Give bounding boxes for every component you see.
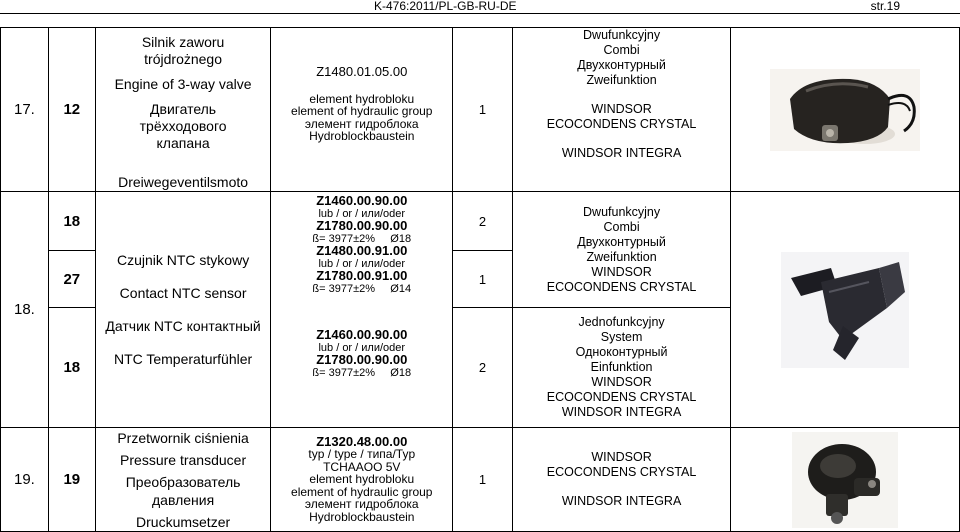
app-type-en: System	[600, 330, 643, 344]
part-position: 12	[48, 28, 95, 192]
spec: ß= 3977±2% Ø14	[312, 282, 412, 295]
application	[512, 192, 730, 308]
app-type-en: Combi	[603, 219, 640, 234]
part-name	[95, 428, 271, 532]
app-model: ECOCONDENS CRYSTAL	[546, 390, 697, 404]
code: Z1480.01.05.00	[316, 64, 408, 79]
model-line: TCHAAOO 5V	[323, 459, 401, 474]
or-line: lub / or / или/oder	[318, 257, 406, 270]
pressure-transducer-photo	[731, 432, 959, 528]
app-type-de: Einfunktion	[590, 360, 653, 374]
desc-de: Hydroblockbaustein	[309, 129, 415, 143]
quantity: 1	[453, 28, 513, 192]
spec: ß= 3977±2% Ø18	[312, 366, 412, 379]
name-de: Dreiwegeventilsmoto	[118, 174, 249, 190]
name-en: Contact NTC sensor	[119, 284, 247, 301]
page-number: str.19	[870, 0, 900, 13]
app-model: WINDSOR INTEGRA	[561, 494, 682, 508]
table-row	[1, 192, 960, 251]
part-code	[271, 428, 453, 532]
desc-en: element of hydraulic group	[291, 484, 433, 499]
part-position: 18	[48, 308, 95, 428]
valve-motor-photo	[731, 69, 959, 151]
or-line: lub / or / или/oder	[318, 341, 406, 354]
part-position: 27	[48, 251, 95, 308]
app-model: ECOCONDENS CRYSTAL	[546, 279, 697, 294]
desc-en: element of hydraulic group	[291, 104, 433, 118]
app-type-ru: Одноконтурный	[575, 345, 668, 359]
name-ru: Двигатель трёхходового клапана	[139, 101, 227, 151]
part-position: 18	[48, 192, 95, 251]
desc-ru: элемент гидроблока	[304, 497, 419, 512]
name-de: NTC Temperaturfühler	[113, 350, 253, 367]
part-code	[271, 28, 453, 192]
name-de: Druckumsetzer	[136, 513, 231, 530]
document-code: K-476:2011/PL-GB-RU-DE	[374, 0, 517, 13]
table-row	[1, 28, 960, 192]
app-type-pl: Dwufunkcyjny	[583, 28, 661, 42]
row-ordinal: 19.	[1, 428, 49, 532]
parts-table	[0, 27, 960, 532]
app-type-de: Zweifunktion	[586, 73, 657, 87]
app-type-pl: Jednofunkcyjny	[578, 315, 665, 329]
ntc-sensor-photo	[731, 252, 959, 368]
name-en: Engine of 3-way valve	[114, 76, 252, 92]
application	[512, 28, 730, 192]
app-model: WINDSOR INTEGRA	[561, 405, 682, 419]
row-ordinal: 17.	[1, 28, 49, 192]
app-model: WINDSOR INTEGRA	[561, 146, 682, 160]
quantity: 1	[453, 251, 513, 308]
name-ru: Датчик NTC контактный	[105, 317, 261, 334]
photo-cell	[731, 28, 960, 192]
desc-de: Hydroblockbaustein	[309, 509, 415, 524]
code: Z1460.00.90.00	[316, 193, 408, 208]
desc-ru: элемент гидроблока	[304, 116, 419, 131]
app-model: WINDSOR	[591, 450, 652, 464]
name-en: Pressure transducer	[120, 451, 247, 468]
header-rule	[0, 13, 960, 14]
quantity: 2	[453, 192, 513, 251]
row-ordinal: 18.	[1, 192, 49, 428]
app-model: WINDSOR	[591, 375, 652, 389]
photo-cell	[731, 192, 960, 428]
or-line: lub / or / или/oder	[318, 207, 406, 220]
part-position: 19	[48, 428, 95, 532]
app-model: ECOCONDENS CRYSTAL	[546, 465, 697, 479]
app-type-pl: Dwufunkcyjny	[583, 204, 661, 219]
code: Z1780.00.91.00	[316, 268, 408, 283]
code: Z1460.00.90.00	[316, 327, 408, 342]
app-type-de: Zweifunktion	[586, 249, 657, 264]
type-line: typ / type / типа/Typ	[308, 447, 416, 462]
name-ru: Преобразователь давления	[125, 473, 241, 508]
name-pl: Silnik zaworu trójdrożnego	[141, 34, 225, 67]
code: Z1780.00.90.00	[316, 218, 408, 233]
app-model: ECOCONDENS CRYSTAL	[546, 117, 697, 131]
name-pl: Czujnik NTC stykowy	[116, 251, 250, 268]
app-type-ru: Двухконтурный	[577, 234, 666, 249]
part-code	[271, 192, 453, 428]
app-model: WINDSOR	[591, 102, 652, 116]
spec: ß= 3977±2% Ø18	[312, 232, 412, 245]
app-type-ru: Двухконтурный	[577, 58, 666, 72]
application	[512, 428, 730, 532]
code: Z1320.48.00.00	[316, 433, 408, 449]
desc-pl: element hydrobloku	[309, 472, 415, 487]
code: Z1480.00.91.00	[316, 243, 408, 258]
name-pl: Przetwornik ciśnienia	[117, 429, 249, 446]
photo-cell	[731, 428, 960, 532]
application	[512, 308, 730, 428]
quantity: 1	[453, 428, 513, 532]
part-name	[95, 192, 271, 428]
app-model: WINDSOR	[591, 264, 652, 279]
part-name	[95, 28, 271, 192]
code: Z1780.00.90.00	[316, 352, 408, 367]
desc-pl: element hydrobloku	[309, 91, 415, 106]
table-row	[1, 428, 960, 532]
quantity: 2	[453, 308, 513, 428]
app-type-en: Combi	[603, 43, 640, 57]
page-header	[0, 0, 960, 14]
